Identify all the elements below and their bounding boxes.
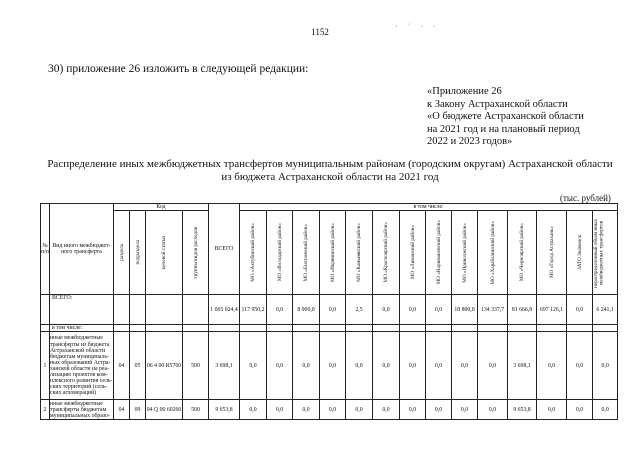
row-cell: 0,0 (593, 332, 618, 400)
total-cell: 81 666,8 (508, 295, 537, 325)
row-group: 500 (183, 400, 209, 420)
header-municipality: МО «Черноярский район» (519, 223, 526, 282)
header-municipality: МО «Приволжский район» (461, 222, 468, 283)
row-cell: 0,0 (346, 400, 373, 420)
row-cell: 0,0 (373, 332, 400, 400)
row-cell: 0,0 (240, 400, 267, 420)
intro-text: 30) приложение 26 изложить в следующей редакции: (48, 63, 309, 75)
header-municipality: МО «Икрянинский район» (329, 222, 336, 283)
row-cell: 3 698,1 (508, 332, 537, 400)
total-cell: 697 126,1 (537, 295, 567, 325)
row-cell: 0,0 (452, 400, 478, 420)
appendix-header: «Приложение 26 к Закону Астраханской области «О бюджете Астраханской области на 2021 год и на плановый период 2022 и 2023 годов» (427, 86, 584, 147)
row-cell: 0,0 (267, 332, 293, 400)
including-row (41, 325, 618, 332)
header-subsection: подраздела (134, 240, 141, 265)
units-label: (тыс. рублей) (560, 193, 611, 203)
header-municipality: МО «Харабалинский район» (489, 220, 496, 285)
row-name: иные межбюджетные трансферты из бюджета Астраханской области бюджетам муниципаль-ных образований Астра-ханской области на реа-лизацию проектов ком-плексного развития сель-ских территорий (сель-ских агломераций) (50, 332, 114, 400)
row-cell: 0,0 (478, 332, 508, 400)
header-section: раздела (118, 244, 125, 261)
row-cell: 0,0 (593, 400, 618, 420)
header-municipality: ЗАТО Знаменск (576, 235, 583, 270)
header-code: Код (114, 204, 209, 211)
header-municipality: МО «Енотаевский район» (303, 223, 310, 282)
row-cell: 0,0 (426, 400, 452, 420)
total-cell: 2,5 (346, 295, 373, 325)
row-cell: 0,0 (567, 400, 593, 420)
table-header-row-2 (41, 211, 618, 295)
header-total: ВСЕГО (209, 204, 240, 295)
row-article: 04 Q 00 60260 (146, 400, 183, 420)
header-municipality: МО «Камызякский район» (356, 223, 363, 282)
total-cell: 0,0 (267, 295, 293, 325)
including-label: в том числе: (50, 325, 114, 332)
row-cell: 0,0 (293, 332, 320, 400)
row-cell: 0,0 (400, 400, 426, 420)
page-number: 1152 (311, 27, 329, 37)
row-cell: 0,0 (426, 332, 452, 400)
total-value: 1 065 024,4 (209, 295, 240, 325)
row-cell: 0,0 (567, 332, 593, 400)
row-section: 04 (114, 400, 130, 420)
header-article: целевой статьи (161, 235, 167, 270)
header-municipality: МО «Ахтубинский район» (250, 223, 257, 282)
total-cell: 0,0 (567, 295, 593, 325)
row-cell: 0,0 (267, 400, 293, 420)
total-cell: 6 241,1 (593, 295, 618, 325)
table-row (41, 332, 618, 400)
header-municipality: МО «Володарский район» (276, 223, 283, 282)
row-cell: 0,0 (400, 332, 426, 400)
header-municipality: МО «Город Астрахань» (548, 226, 555, 279)
total-cell: 18 800,0 (452, 295, 478, 325)
total-cell: 134 337,7 (478, 295, 508, 325)
header-municipality: МО «Красноярский район» (383, 222, 390, 283)
row-total: 3 698,1 (209, 332, 240, 400)
table-row (41, 400, 618, 420)
total-row (41, 295, 618, 325)
total-label: ВСЕГО: (50, 295, 114, 325)
header-group: группы видов расходов (192, 226, 199, 279)
row-cell: 0,0 (346, 332, 373, 400)
scan-specks: · ˙ · · (395, 22, 440, 31)
row-cell: 0,0 (537, 400, 567, 420)
row-cell: 0,0 (293, 400, 320, 420)
total-cell: 0,0 (320, 295, 346, 325)
row-num: 1 (41, 332, 50, 400)
table-header-row-1 (41, 204, 618, 211)
header-municipality: МО «Наримановский район» (435, 220, 442, 285)
row-num: 2 (41, 400, 50, 420)
row-cell: 0,0 (320, 332, 346, 400)
header-num: № п/п (41, 204, 50, 295)
row-cell: 0,0 (320, 400, 346, 420)
header-municipality: МО «Лиманский район» (409, 225, 416, 280)
total-cell: 0,0 (400, 295, 426, 325)
transfers-table (40, 203, 618, 420)
header-unallocated: нераспределенный объем иных межбюджетных трансфертов (593, 217, 605, 288)
header-including: в том числе: (240, 204, 618, 211)
row-cell: 0,0 (537, 332, 567, 400)
row-article: 06 4 00 R5760 (146, 332, 183, 400)
row-subsection: 05 (130, 332, 146, 400)
total-cell: 0,0 (426, 295, 452, 325)
total-cell: 0,0 (373, 295, 400, 325)
total-cell: 8 900,0 (293, 295, 320, 325)
row-cell: 0,0 (478, 400, 508, 420)
document-title: Распределение иных межбюджетных трансфертов муниципальным районам (городским округам) Астраханской области из бюджета Астраханской области на 2021 год (47, 158, 613, 183)
row-name: иные межбюджетные трансферты бюджетам муниципальных образо- (50, 400, 114, 420)
row-subsection: 09 (130, 400, 146, 420)
row-total: 9 653,8 (209, 400, 240, 420)
row-cell: 0,0 (373, 400, 400, 420)
row-section: 04 (114, 332, 130, 400)
row-cell: 0,0 (240, 332, 267, 400)
total-cell: 117 950,2 (240, 295, 267, 325)
row-cell: 9 653,8 (508, 400, 537, 420)
row-cell: 0,0 (452, 332, 478, 400)
row-group: 500 (183, 332, 209, 400)
header-transfer-type: Вид иного межбюджет-ного трансферта (50, 204, 114, 295)
